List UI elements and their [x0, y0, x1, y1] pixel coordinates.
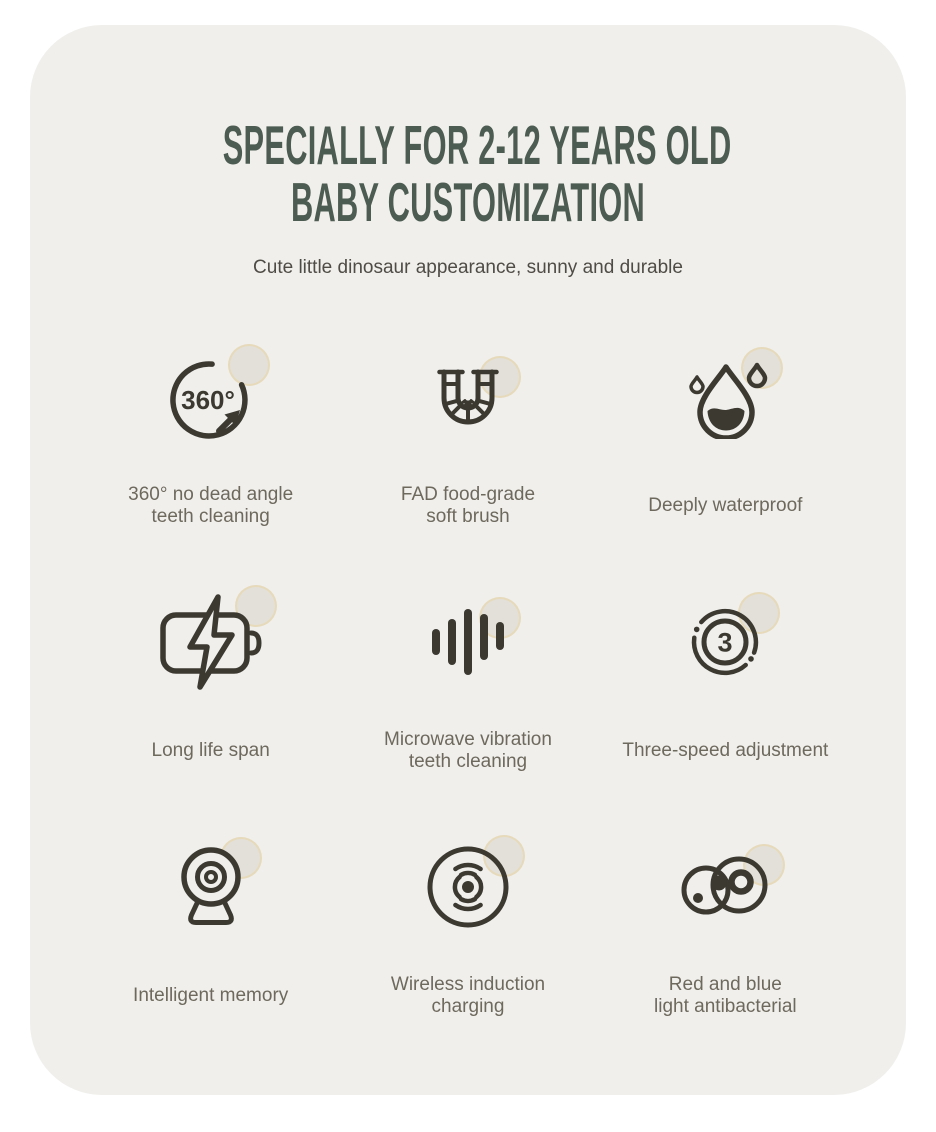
- feature-intelligent-memory: [82, 811, 339, 1056]
- feature-fad-soft-brush: [339, 321, 596, 566]
- feature-label: Microwave vibration teeth cleaning: [384, 729, 552, 773]
- wireless-charging-icon: [424, 843, 512, 931]
- header: [30, 25, 906, 279]
- feature-label: Wireless induction charging: [390, 974, 546, 1018]
- feature-red-blue-antibacterial: [597, 811, 854, 1056]
- svg-text:3: 3: [717, 627, 733, 658]
- feature-three-speed-adjustment: [597, 566, 854, 811]
- waterdrop-icon: [680, 355, 770, 439]
- sound-wave-icon: [428, 605, 508, 679]
- feature-microwave-vibration: [339, 566, 596, 811]
- page-title-line-2: BABY CUSTOMIZATION: [290, 171, 646, 234]
- feature-label: Three-speed adjustment: [622, 740, 829, 762]
- feature-label: Intelligent memory: [133, 985, 289, 1007]
- feature-label: 360° no dead angle teeth cleaning: [128, 484, 294, 528]
- page-title-line-1: SPECIALLY FOR 2-12 YEARS OLD: [222, 114, 732, 176]
- svg-text:360°: 360°: [180, 385, 235, 416]
- feature-label: Long life span: [151, 740, 270, 762]
- feature-360-no-dead-angle: [82, 321, 339, 566]
- feature-label: FAD food-grade soft brush: [400, 484, 536, 528]
- battery-lightning-icon: [158, 593, 264, 691]
- rotate-360-icon: [165, 352, 257, 442]
- three-speed-dial-icon: [683, 600, 767, 684]
- feature-label: Red and blue light antibacterial: [654, 974, 797, 1018]
- feature-long-life-span: [82, 566, 339, 811]
- feature-label: Deeply waterproof: [648, 495, 803, 517]
- camera-memory-icon: [173, 845, 249, 929]
- feature-deeply-waterproof: [597, 321, 854, 566]
- u-shaped-brush-icon: [428, 364, 508, 430]
- feature-wireless-induction-charging: [339, 811, 596, 1056]
- product-feature-card: [30, 25, 906, 1095]
- germ-cells-icon: [678, 852, 772, 922]
- page-subtitle: Cute little dinosaur appearance, sunny and durable: [253, 257, 683, 279]
- feature-grid: [30, 321, 906, 1056]
